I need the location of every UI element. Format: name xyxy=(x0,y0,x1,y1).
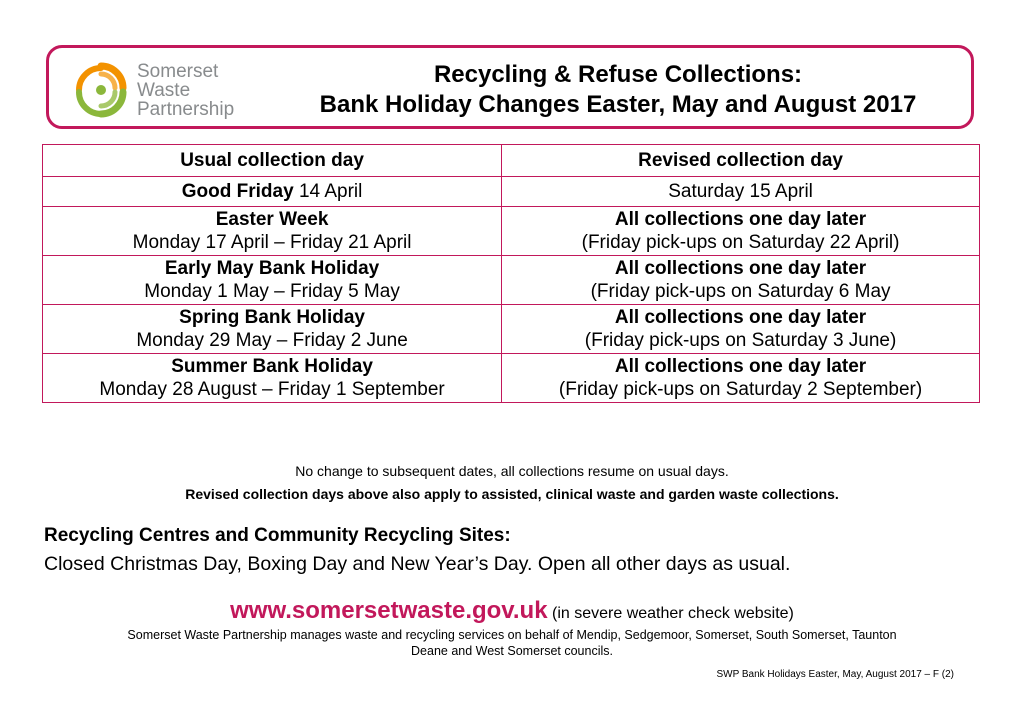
revised-cell: Saturday 15 April xyxy=(502,177,980,207)
revised-summary: All collections one day later xyxy=(614,209,867,230)
revised-note: (Friday pick-ups on Saturday 22 April) xyxy=(581,232,900,253)
table-row xyxy=(43,354,980,403)
revised-note: (Friday pick-ups on Saturday 2 September) xyxy=(558,379,923,400)
website-link[interactable]: www.somersetwaste.gov.uk xyxy=(230,597,548,624)
column-header: Usual collection day xyxy=(43,145,502,177)
revised-cell xyxy=(502,256,980,305)
table-header-row xyxy=(43,145,980,177)
revised-note: (Friday pick-ups on Saturday 3 June) xyxy=(584,330,897,351)
recycling-centres-title: Recycling Centres and Community Recycling Sites: xyxy=(44,525,511,546)
title-line-1: Recycling & Refuse Collections: xyxy=(433,61,803,88)
usual-cell xyxy=(43,354,502,403)
holiday-dates: Monday 17 April – Friday 21 April xyxy=(132,232,412,253)
collection-table xyxy=(42,144,980,403)
recycling-centres-text: Closed Christmas Day, Boxing Day and New Year’s Day. Open all other days as usual. xyxy=(44,553,791,575)
partnership-line-1: Somerset Waste Partnership manages waste and recycling services on behalf of Mendip, Sedgemoor, Somerset, South Somerset, Taunton xyxy=(127,628,897,642)
usual-cell xyxy=(43,207,502,256)
holiday-date: 14 April xyxy=(293,181,363,202)
revised-summary: All collections one day later xyxy=(614,307,867,328)
note-assisted: Revised collection days above also apply to assisted, clinical waste and garden waste collections. xyxy=(185,486,839,502)
table-row xyxy=(43,305,980,354)
footer-reference: SWP Bank Holidays Easter, May, August 2017 – F (2) xyxy=(716,669,954,680)
table-row xyxy=(43,207,980,256)
revised-summary: All collections one day later xyxy=(614,356,867,377)
logo-line: Waste xyxy=(137,80,191,101)
revised-cell xyxy=(502,207,980,256)
title-line-2: Bank Holiday Changes Easter, May and August 2017 xyxy=(319,91,917,118)
revised-cell xyxy=(502,305,980,354)
website-line xyxy=(0,597,1024,625)
holiday-name: Early May Bank Holiday xyxy=(164,258,380,279)
logo xyxy=(71,60,251,120)
logo-text xyxy=(137,62,234,119)
usual-cell xyxy=(43,256,502,305)
table-row xyxy=(43,256,980,305)
holiday-dates: Monday 29 May – Friday 2 June xyxy=(136,330,408,351)
usual-cell xyxy=(43,305,502,354)
header-box xyxy=(46,45,974,129)
holiday-dates: Monday 28 August – Friday 1 September xyxy=(99,379,445,400)
holiday-name: Easter Week xyxy=(215,209,329,230)
usual-cell xyxy=(43,177,502,207)
swirl-logo-icon xyxy=(71,60,131,120)
note-no-change: No change to subsequent dates, all collections resume on usual days. xyxy=(295,463,729,479)
holiday-name: Good Friday xyxy=(181,181,294,202)
revised-summary: All collections one day later xyxy=(614,258,867,279)
holiday-name: Spring Bank Holiday xyxy=(179,307,365,328)
page-title xyxy=(279,60,957,120)
holiday-dates: Monday 1 May – Friday 5 May xyxy=(144,281,400,302)
logo-line: Partnership xyxy=(137,99,235,120)
logo-line: Somerset xyxy=(137,61,219,82)
website-note: (in severe weather check website) xyxy=(547,605,794,622)
partnership-statement xyxy=(40,627,984,659)
partnership-line-2: Deane and West Somerset councils. xyxy=(411,644,613,658)
column-header: Revised collection day xyxy=(502,145,980,177)
revised-cell xyxy=(502,354,980,403)
table-row xyxy=(43,177,980,207)
revised-note: (Friday pick-ups on Saturday 6 May xyxy=(590,281,891,302)
holiday-name: Summer Bank Holiday xyxy=(171,356,373,377)
